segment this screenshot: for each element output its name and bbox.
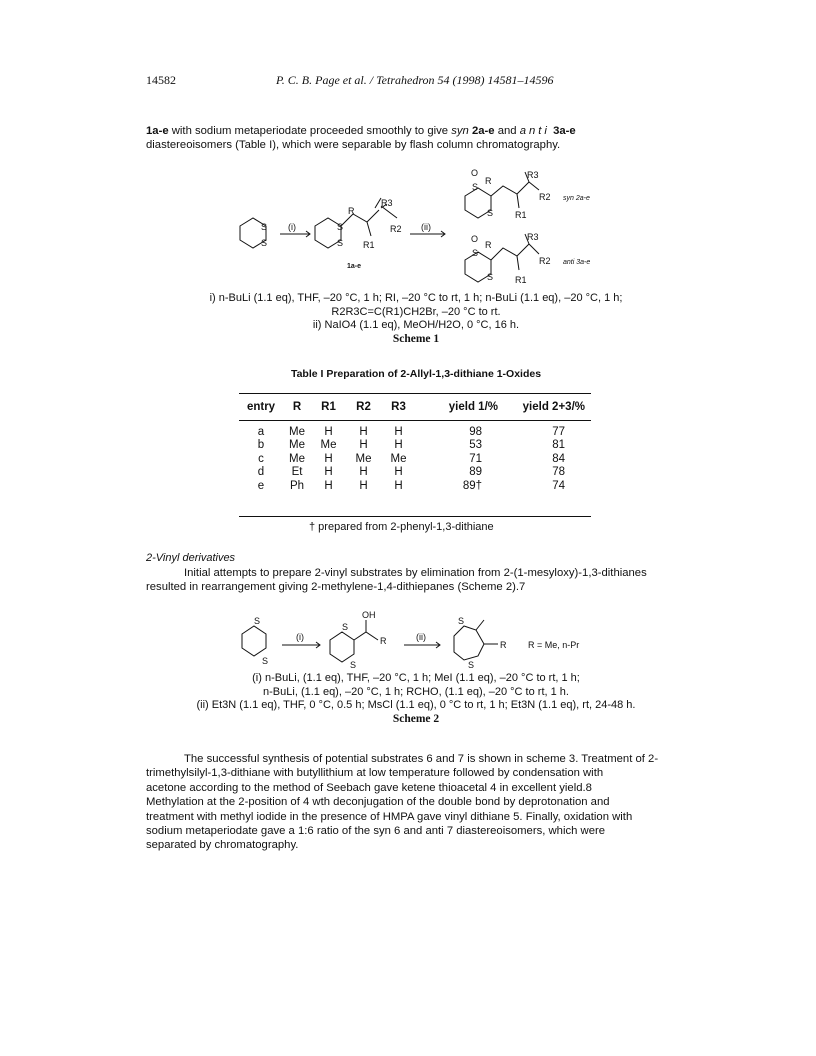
sulfur-atom: S bbox=[487, 272, 494, 282]
table-cell: Me bbox=[289, 452, 305, 465]
sulfur-atom: S bbox=[458, 616, 465, 626]
paragraph-line: trimethylsilyl-1,3-dithiane with butyllithium at low temperature followed by condensation with bbox=[146, 767, 604, 780]
scheme-1-graphic bbox=[225, 168, 605, 288]
substituent-r: R bbox=[380, 636, 387, 646]
substituent-r: R bbox=[485, 176, 492, 186]
syn-label: syn bbox=[451, 125, 469, 137]
table-cell: 74 bbox=[552, 480, 565, 493]
dithiane-ring bbox=[330, 632, 354, 662]
substituent-r3: R3 bbox=[381, 198, 393, 208]
running-head: P. C. B. Page et al. / Tetrahedron 54 (1998) 14581–14596 bbox=[276, 73, 554, 87]
table-cell: d bbox=[257, 466, 265, 479]
sulfur-atom: S bbox=[261, 238, 268, 248]
step-ii-label: (ii) bbox=[421, 222, 431, 232]
paragraph-line: treatment with methyl iodide in the presence of HMPA gave vinyl dithiane 5. Finally, oxidation with bbox=[146, 810, 633, 823]
substituent-r2: R2 bbox=[539, 256, 551, 266]
table-cell: 77 bbox=[552, 426, 565, 438]
oxygen-atom: O bbox=[471, 234, 479, 244]
compound-ref: 3a-e bbox=[553, 125, 576, 137]
oxygen-atom: O bbox=[471, 168, 479, 178]
table-cell: Me bbox=[355, 452, 372, 465]
table-cell: H bbox=[394, 466, 403, 479]
sulfur-atom: S bbox=[337, 222, 344, 232]
condition-line: (ii) Et3N (1.1 eq), THF, 0 °C, 0.5 h; MsCl (1.1 eq), 0 °C to rt, 1 h; Et3N (1.1 eq), rt, 24-48 h. bbox=[196, 699, 636, 712]
paragraph-line: The successful synthesis of potential substrates 6 and 7 is shown in scheme 3. Treatment of 2- bbox=[184, 753, 659, 765]
substituent-r2: R2 bbox=[539, 192, 551, 202]
page-number: 14582 bbox=[146, 73, 176, 87]
table-row bbox=[239, 452, 591, 466]
table-caption: Table I Preparation of 2-Allyl-1,3-dithiane 1-Oxides bbox=[290, 368, 542, 380]
substituent-r1: R1 bbox=[363, 240, 375, 250]
intro-paragraph bbox=[146, 124, 686, 153]
intro-text: diastereoisomers (Table I), which were separable by flash column chromatography. bbox=[146, 139, 561, 152]
section-heading: 2-Vinyl derivatives bbox=[146, 552, 236, 564]
table-cell: H bbox=[359, 480, 368, 493]
intro-text: with sodium metaperiodate proceeded smoothly to give bbox=[168, 125, 452, 137]
table-cell: 78 bbox=[552, 466, 565, 479]
substituent-r2: R2 bbox=[390, 224, 402, 234]
final-paragraph bbox=[146, 752, 696, 853]
condition-line: i) n-BuLi (1.1 eq), THF, –20 °C, 1 h; RI, –20 °C to rt, 1 h; n-BuLi (1.1 eq), –20 °C, 1 h; bbox=[209, 292, 623, 304]
substituent-r3: R3 bbox=[527, 170, 539, 180]
table-cell: H bbox=[324, 452, 333, 465]
table-cell: H bbox=[359, 438, 368, 451]
substituent-r1: R1 bbox=[515, 210, 527, 220]
paragraph-line: Initial attempts to prepare 2-vinyl substrates by elimination from 2-(1-mesyloxy)-1,3-dithianes bbox=[184, 567, 647, 579]
table-cell: H bbox=[394, 480, 403, 493]
table-cell: a bbox=[257, 426, 265, 438]
sulfur-atom: S bbox=[472, 248, 479, 258]
table-header-cell: R3 bbox=[391, 401, 406, 413]
table-cell: 81 bbox=[552, 438, 565, 451]
step-i-label: (i) bbox=[296, 632, 304, 642]
compound-ref: 1a-e bbox=[146, 125, 169, 137]
paragraph-line: Methylation at the 2-position of 4 wth deconjugation of the double bond by deprotonation and bbox=[146, 796, 610, 809]
substituent-r: R bbox=[485, 240, 492, 250]
scheme-2-graphic bbox=[232, 608, 592, 670]
anti-label: anti bbox=[519, 125, 550, 137]
table-header-cell: R2 bbox=[356, 401, 371, 413]
compound-ref: 2a-e bbox=[471, 125, 495, 137]
table-cell: Me bbox=[289, 438, 305, 451]
paragraph-line: sodium metaperiodate gave a 1:6 ratio of the syn 6 and anti 7 diastereoisomers, which were bbox=[146, 825, 606, 838]
scheme-2-conditions bbox=[146, 672, 686, 726]
table-footnote: † prepared from 2-phenyl-1,3-dithiane bbox=[309, 521, 494, 533]
data-table bbox=[239, 398, 591, 493]
syn-product-label: syn 2a-e bbox=[563, 195, 590, 202]
step-i-label: (i) bbox=[288, 222, 296, 232]
sulfur-atom: S bbox=[468, 660, 475, 670]
table-cell: H bbox=[394, 438, 403, 451]
sulfur-atom: S bbox=[342, 622, 349, 632]
anti-product-label: anti 3a-e bbox=[563, 259, 591, 266]
table-header-rule bbox=[239, 420, 591, 421]
table-row bbox=[239, 466, 591, 480]
section-paragraph bbox=[146, 566, 696, 595]
table-cell: 53 bbox=[469, 438, 482, 451]
intro-text: and bbox=[494, 125, 520, 137]
table-row bbox=[239, 479, 591, 493]
table-cell: e bbox=[257, 480, 265, 493]
paragraph-line: separated by chromatography. bbox=[146, 839, 299, 852]
table-header-row bbox=[239, 398, 591, 416]
sulfur-atom: S bbox=[261, 222, 268, 232]
table-header-cell: yield 1/% bbox=[448, 401, 498, 413]
table-cell: H bbox=[359, 426, 368, 438]
sulfur-atom: S bbox=[350, 660, 357, 670]
table-cell: H bbox=[324, 480, 333, 493]
condition-line: R2R3C=C(R1)CH2Br, –20 °C to rt. bbox=[331, 305, 501, 318]
table-cell: 84 bbox=[552, 452, 565, 465]
condition-line: n-BuLi, (1.1 eq), –20 °C, 1 h; RCHO, (1.1 eq), –20 °C to rt, 1 h. bbox=[263, 685, 569, 698]
compound-label-1: 1a-e bbox=[347, 263, 362, 270]
table-cell: Et bbox=[291, 466, 303, 479]
table-cell: 71 bbox=[469, 452, 482, 465]
substituent-r1: R1 bbox=[515, 275, 527, 285]
condition-line: ii) NaIO4 (1.1 eq), MeOH/H2O, 0 °C, 16 h. bbox=[312, 319, 520, 332]
sulfur-atom: S bbox=[337, 238, 344, 248]
dithiane-ring bbox=[242, 626, 266, 656]
table-cell: 98 bbox=[469, 426, 482, 438]
table-cell: Me bbox=[320, 438, 337, 451]
sulfur-atom: S bbox=[262, 656, 269, 666]
table-cell: Ph bbox=[289, 480, 305, 493]
sulfur-atom: S bbox=[487, 208, 494, 218]
substituent-r: R bbox=[348, 206, 355, 216]
table-header-cell: R1 bbox=[321, 401, 336, 413]
table-cell: H bbox=[359, 466, 368, 479]
paragraph-line: resulted in rearrangement giving 2-methylene-1,4-dithiepanes (Scheme 2).7 bbox=[146, 581, 526, 594]
table-cell: H bbox=[324, 466, 333, 479]
table-top-rule bbox=[239, 393, 591, 394]
page-header bbox=[146, 73, 672, 89]
table-header-cell: entry bbox=[246, 401, 276, 413]
substituent-r3: R3 bbox=[527, 232, 539, 242]
r-definition: R = Me, n-Pr bbox=[528, 640, 580, 650]
table-row bbox=[239, 438, 591, 452]
table-cell: 89 bbox=[469, 466, 482, 479]
table-cell: c bbox=[258, 452, 264, 465]
scheme-title: Scheme 2 bbox=[392, 712, 440, 725]
substituent-r: R bbox=[500, 640, 507, 650]
paragraph-line: acetone according to the method of Seebach gave ketene thioacetal 4 in excellent yield.8 bbox=[146, 781, 592, 794]
condition-line: (i) n-BuLi, (1.1 eq), THF, –20 °C, 1 h; MeI (1.1 eq), –20 °C to rt, 1 h; bbox=[252, 672, 580, 684]
table-cell: Me bbox=[390, 452, 407, 465]
table-cell: 89† bbox=[462, 480, 482, 493]
table-cell: Me bbox=[289, 426, 305, 438]
dithiepane-ring bbox=[454, 626, 484, 660]
table-bottom-rule bbox=[239, 516, 591, 517]
table-cell: H bbox=[324, 426, 333, 438]
sulfur-atom: S bbox=[472, 182, 479, 192]
table-header-cell: R bbox=[292, 401, 302, 413]
table-header-cell: yield 2+3/% bbox=[522, 401, 585, 413]
scheme-1-conditions bbox=[146, 292, 686, 346]
table-cell: b bbox=[257, 438, 265, 451]
hydroxyl-group: OH bbox=[362, 610, 376, 620]
scheme-title: Scheme 1 bbox=[392, 332, 440, 345]
step-ii-label: (ii) bbox=[416, 632, 426, 642]
sulfur-atom: S bbox=[254, 616, 261, 626]
table-cell: H bbox=[394, 426, 403, 438]
